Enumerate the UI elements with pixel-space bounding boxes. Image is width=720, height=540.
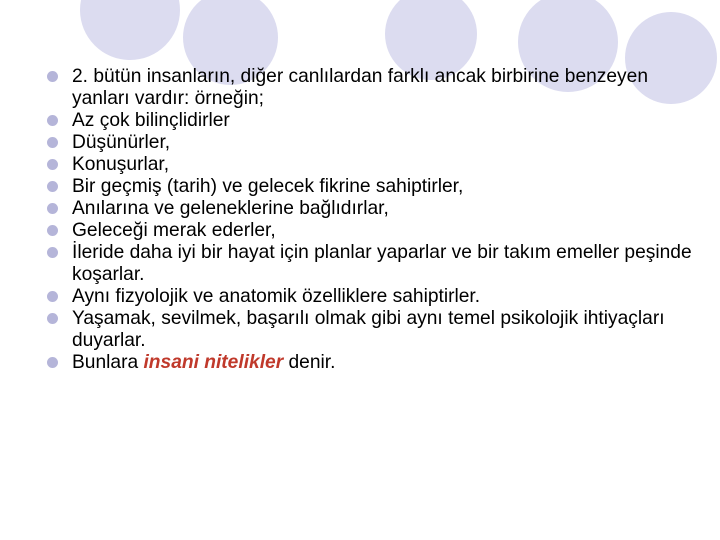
bullet-icon [47,115,58,126]
list-item [45,308,695,352]
list-item [45,154,695,176]
item-text: bütün insanların, diğer canlılardan farklı ancak birbirine benzeyen yanları vardır: örneğin; [72,66,648,109]
item-text-before: Bunlara [72,352,144,373]
list-item [45,220,695,242]
bullet-icon [47,203,58,214]
item-text: Düşünürler, [72,132,171,153]
bullet-icon [47,225,58,236]
item-text-after: denir. [283,352,336,373]
item-number: 2. [72,66,89,87]
list-item [45,198,695,220]
list-item [45,352,695,374]
bullet-icon [47,159,58,170]
decor-circle [80,0,180,60]
list-item [45,242,695,286]
bullet-icon [47,181,58,192]
item-text: Az çok bilinçlidirler [72,110,230,131]
bullet-icon [47,313,58,324]
bullet-icon [47,247,58,258]
list-item [45,110,695,132]
item-text: Yaşamak, sevilmek, başarılı olmak gibi aynı temel psikolojik ihtiyaçları duyarlar. [72,308,665,351]
item-text: Anılarına ve geleneklerine bağlıdırlar, [72,198,389,219]
item-text: Konuşurlar, [72,154,170,175]
list-item [45,66,695,110]
bullet-icon [47,291,58,302]
bullet-list [45,66,695,374]
item-text: Aynı fizyolojik ve anatomik özelliklere sahiptirler. [72,286,481,307]
bullet-icon [47,137,58,148]
bullet-icon [47,357,58,368]
highlighted-term: insani nitelikler [143,352,284,373]
list-item [45,176,695,198]
list-item [45,132,695,154]
bullet-icon [47,71,58,82]
list-item [45,286,695,308]
item-text: İleride daha iyi bir hayat için planlar yaparlar ve bir takım emeller peşinde koşarlar. [72,242,692,285]
item-text: Geleceği merak ederler, [72,220,276,241]
item-text: Bir geçmiş (tarih) ve gelecek fikrine sahiptirler, [72,176,464,197]
